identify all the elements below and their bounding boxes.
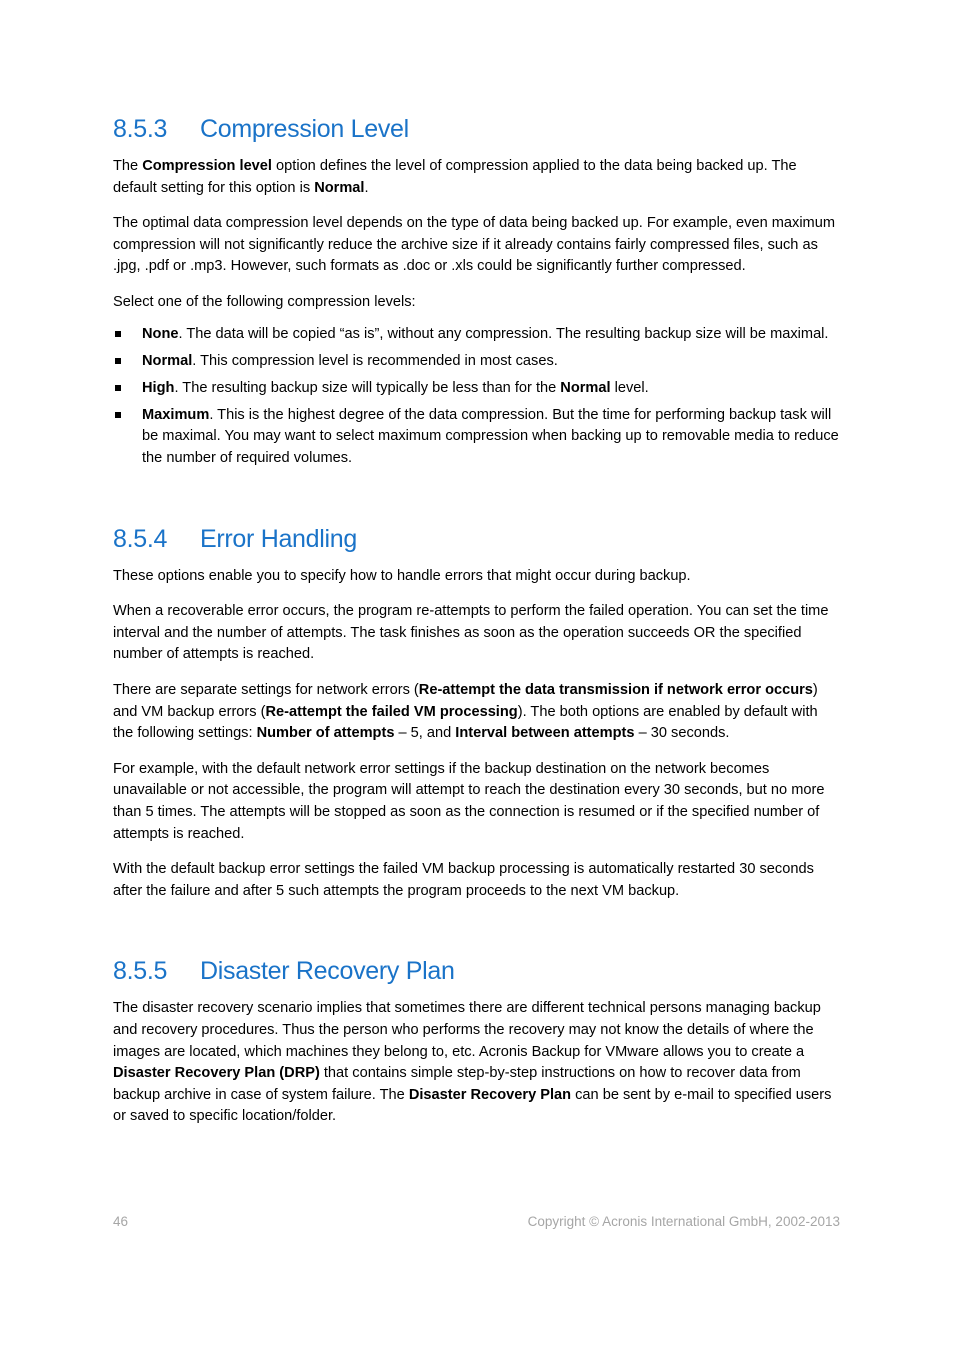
bold-term: Interval between attempts: [455, 725, 635, 742]
bold-term: Maximum: [142, 406, 210, 423]
paragraph: These options enable you to specify how to handle errors that might occur during backup.: [113, 567, 691, 584]
section-number: 8.5.5: [113, 957, 168, 986]
paragraph: With the default backup error settings the failed VM backup processing is automatically restarted 30 seconds after the failure and after 5 such attempts the program proceeds to the next VM backup.: [113, 861, 814, 899]
section-heading: [113, 112, 840, 146]
page-number: 46: [113, 1214, 129, 1229]
bold-term: Number of attempts: [256, 725, 395, 742]
paragraph: There are separate settings for network errors (Re-attempt the data transmission if network error occurs) and VM backup errors (Re-attempt the failed VM processing). The both options are enabled by default with the following settings: Number of attempts – 5, and Interval between attempts – 30 seconds.: [113, 682, 818, 742]
document-page: [113, 112, 840, 1181]
list-item-text: None. The data will be copied “as is”, without any compression. The resulting backup size will be maximal.: [142, 325, 829, 342]
bullet-icon: [115, 385, 121, 391]
list-item-text: Normal. This compression level is recommended in most cases.: [142, 352, 558, 369]
bold-term: None: [142, 325, 179, 342]
bold-term: Disaster Recovery Plan: [408, 1086, 572, 1103]
bold-term: Re-attempt the data transmission if network error occurs: [418, 682, 813, 698]
page-footer: [113, 1212, 840, 1232]
bold-term: Disaster Recovery Plan (DRP): [113, 1065, 320, 1082]
section-error-handling: [113, 522, 840, 903]
section-disaster-recovery-plan: [113, 954, 840, 1128]
list-item: [113, 405, 840, 470]
paragraph: When a recoverable error occurs, the program re-attempts to perform the failed operation. You can set the time interval and the number of attempts. The task finishes as soon as the operation succeeds OR the specified number of attempts is reached.: [113, 603, 829, 663]
bullet-icon: [115, 358, 121, 364]
list-item: [113, 351, 840, 373]
paragraph: For example, with the default network error settings if the backup destination on the network becomes unavailable or not accessible, the program will attempt to reach the destination every 30 seconds, but no more than 5 times. The attempts will be stopped as soon as the connection is resumed or if the specified number of attempts is reached.: [113, 760, 825, 842]
bold-term: Compression level: [142, 158, 272, 174]
paragraph: The Compression level option defines the level of compression applied to the data being backed up. The default setting for this option is Normal.: [113, 158, 797, 196]
paragraph: The disaster recovery scenario implies that sometimes there are different technical persons managing backup and recovery procedures. Thus the person who performs the recovery may not know the details of where the images are located, which machines they belong to, etc. Acronis Backup for VMware allows you to create a Disaster Recovery Plan (DRP) that contains simple step-by-step instructions on how to recover data from backup archive in case of system failure. The Disaster Recovery Plan can be sent by e-mail to specified users or saved to specific location/folder.: [113, 1000, 832, 1125]
list-item: [113, 324, 840, 346]
bullet-icon: [115, 412, 121, 418]
section-heading: [113, 954, 840, 988]
bullet-icon: [115, 331, 121, 337]
section-compression-level: [113, 112, 840, 470]
section-title: Error Handling: [200, 524, 357, 553]
copyright-notice: Copyright © Acronis International GmbH, 2002-2013: [527, 1214, 840, 1229]
section-title: Disaster Recovery Plan: [200, 957, 455, 986]
list-item-text: High. The resulting backup size will typically be less than for the Normal level.: [142, 379, 649, 396]
paragraph: Select one of the following compression levels:: [113, 293, 416, 310]
bold-term: Normal: [560, 379, 611, 396]
paragraph: The optimal data compression level depends on the type of data being backed up. For example, even maximum compression will not significantly reduce the archive size if it already contains fairly compressed files, such as .jpg, .pdf or .mp3. However, such formats as .doc or .xls could be significantly further compressed.: [113, 215, 835, 275]
section-number: 8.5.4: [113, 524, 168, 553]
bold-term: Normal: [142, 352, 193, 369]
section-heading: [113, 522, 840, 556]
section-title: Compression Level: [200, 115, 409, 143]
bold-term: Re-attempt the failed VM processing: [265, 703, 518, 720]
bold-term: Normal: [314, 179, 365, 196]
bold-term: High: [142, 379, 175, 396]
list-item: [113, 378, 840, 400]
list-item-text: Maximum. This is the highest degree of the data compression. But the time for performing backup task will be maximal. You may want to select maximum compression when backing up to removable media to reduce the number of required volumes.: [142, 406, 839, 467]
section-number: 8.5.3: [113, 115, 168, 143]
compression-levels-list: [113, 324, 840, 470]
